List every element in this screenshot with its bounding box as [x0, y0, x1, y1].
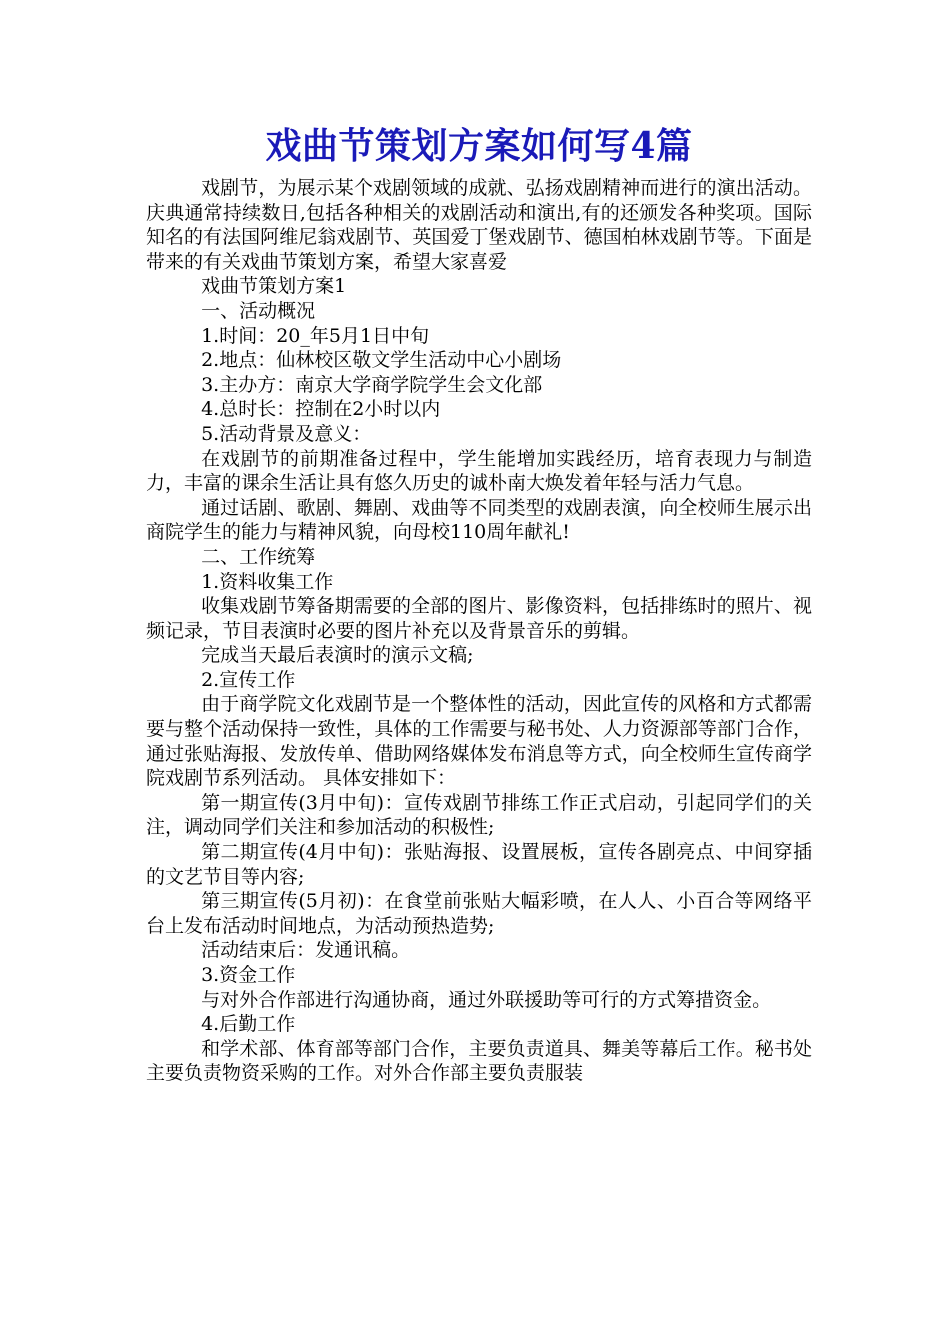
paragraph-intro: 戏剧节，为展示某个戏剧领域的成就、弘扬戏剧精神而进行的演出活动。庆典通常持续数日,包括各种相关的戏剧活动和演出,有的还颁发各种奖项。国际知名的有法国阿维尼翁戏剧节、英国爱丁堡戏剧节、德国柏林戏剧节等。下面是带来的有关戏曲节策划方案，希望大家喜爱 [146, 177, 812, 273]
paragraph-plan-heading: 戏曲节策划方案1 [201, 275, 347, 298]
paragraph-publicity: 由于商学院文化戏剧节是一个整体性的活动，因此宣传的风格和方式都需要与整个活动保持一致性，具体的工作需要与秘书处、人力资源部等部门合作，通过张贴海报、发放传单、借助网络媒体发布消息等方式，向全校师生宣传商学院戏剧节系列活动。 具体安排如下： [146, 693, 812, 790]
list-item-organizer: 3.主办方：南京大学商学院学生会文化部 [201, 373, 543, 396]
list-item-background: 5.活动背景及意义： [201, 422, 372, 445]
paragraph-logistics: 和学术部、体育部等部门合作，主要负责道具、舞美等幕后工作。秘书处主要负责物资采购的工作。对外合作部主要负责服装 [146, 1037, 812, 1085]
list-item-time: 1.时间：20_年5月1日中旬 [201, 324, 430, 347]
subheading-materials: 1.资料收集工作 [201, 570, 334, 593]
document-page [146, 122, 812, 1086]
paragraph-publicity-phase-3: 第三期宣传(5月初)：在食堂前张贴大幅彩喷，在人人、小百合等网络平台上发布活动时间地点，为活动预热造势; [146, 890, 812, 937]
paragraph-after-event: 活动结束后：发通讯稿。 [201, 939, 411, 962]
section-heading-coordination: 二、工作统筹 [201, 545, 316, 568]
subheading-funding: 3.资金工作 [201, 964, 296, 986]
paragraph-funding: 与对外合作部进行沟通协商，通过外联援助等可行的方式筹措资金。 [201, 988, 772, 1011]
paragraph-materials: 收集戏剧节筹备期需要的全部的图片、影像资料，包括排练时的照片、视频记录，节目表演时必要的图片补充以及背景音乐的剪辑。 [146, 595, 812, 642]
paragraph-publicity-phase-1: 第一期宣传(3月中旬)：宣传戏剧节排练工作正式启动，引起同学们的关注，调动同学们关注和参加活动的积极性; [146, 791, 812, 839]
list-item-location: 2.地点：仙林校区敬文学生活动中心小剧场 [201, 349, 562, 372]
subheading-publicity: 2.宣传工作 [201, 668, 296, 691]
paragraph-background-2: 通过话剧、歌剧、舞剧、戏曲等不同类型的戏剧表演，向全校师生展示出商院学生的能力与精神风貌，向母校110周年献礼! [146, 496, 812, 544]
subheading-logistics: 4.后勤工作 [201, 1013, 296, 1036]
document-body [146, 176, 812, 1086]
paragraph-slides: 完成当天最后表演时的演示文稿; [201, 644, 474, 667]
paragraph-background-1: 在戏剧节的前期准备过程中，学生能增加实践经历，培育表现力与制造力，丰富的课余生活让具有悠久历史的诚朴南大焕发着年轻与活力气息。 [146, 447, 812, 495]
section-heading-overview: 一、活动概况 [201, 299, 316, 322]
document-title: 戏曲节策划方案如何写4篇 [265, 125, 693, 167]
list-item-duration: 4.总时长：控制在2小时以内 [201, 398, 441, 421]
paragraph-publicity-phase-2: 第二期宣传(4月中旬)：张贴海报、设置展板，宣传各剧亮点、中间穿插的文艺节目等内容; [146, 841, 812, 888]
